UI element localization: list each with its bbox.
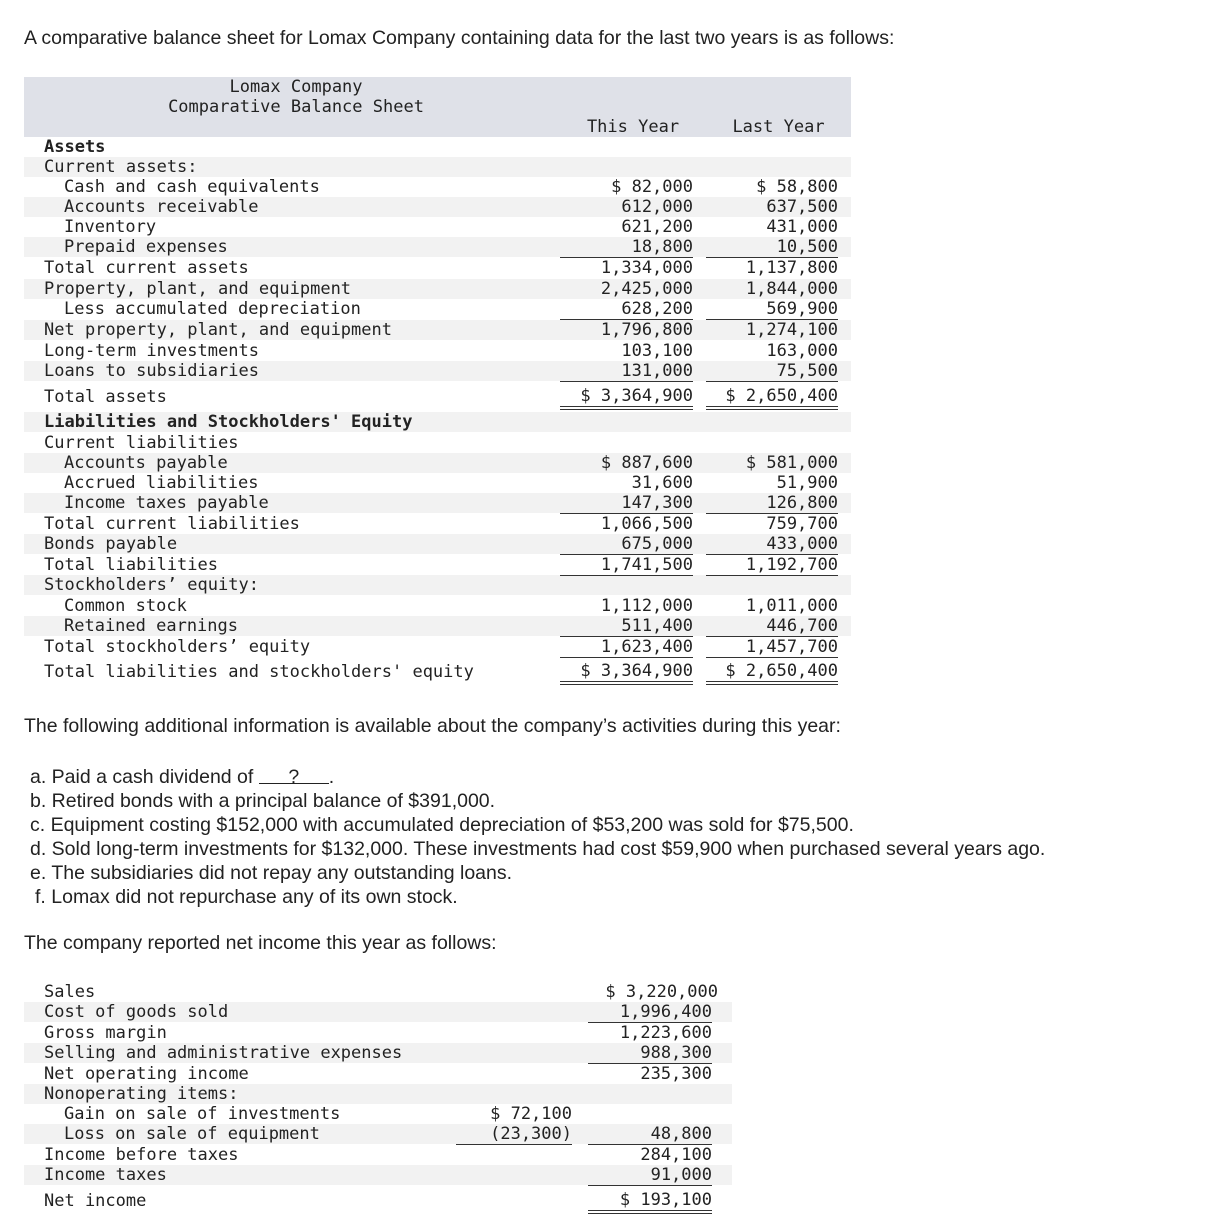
intro-text: A comparative balance sheet for Lomax Company containing data for the last two years is as follows: bbox=[24, 27, 895, 49]
row-label: Property, plant, and equipment bbox=[44, 279, 352, 299]
additional-info-intro: The following additional information is available about the company’s activities during this year: bbox=[24, 715, 841, 737]
this-year-value: 1,066,500 bbox=[600, 514, 693, 534]
last-year-value: 10,500 bbox=[706, 237, 838, 258]
this-year-value: 675,000 bbox=[560, 534, 693, 555]
last-year-value: 1,137,800 bbox=[745, 258, 838, 278]
row-label: Total liabilities and stockholders' equity bbox=[44, 662, 474, 682]
nonop-amount: (23,300) bbox=[456, 1124, 572, 1145]
col-header-this-year: This Year bbox=[586, 117, 680, 137]
last-year-value: $ 58,800 bbox=[756, 177, 838, 197]
last-year-value: 1,844,000 bbox=[745, 279, 838, 299]
this-year-value: 1,741,500 bbox=[560, 555, 693, 576]
current-assets-heading: Current assets: bbox=[44, 157, 198, 177]
row-label: Accrued liabilities bbox=[64, 473, 259, 493]
item-e: e. The subsidiaries did not repay any outstanding loans. bbox=[30, 862, 513, 884]
row-label: Net property, plant, and equipment bbox=[44, 320, 392, 340]
row-label: Current liabilities bbox=[44, 433, 239, 453]
income-label: Gain on sale of investments bbox=[64, 1104, 341, 1124]
income-amount: 48,800 bbox=[588, 1124, 712, 1145]
item-a-suffix: . bbox=[328, 766, 335, 788]
last-year-value: 1,011,000 bbox=[745, 596, 838, 616]
this-year-value: 103,100 bbox=[621, 341, 693, 361]
last-year-value: $ 2,650,400 bbox=[706, 661, 838, 685]
income-amount: $ 3,220,000 bbox=[605, 982, 718, 1002]
answer-blank[interactable]: ? bbox=[259, 765, 329, 784]
row-label: Loans to subsidiaries bbox=[44, 361, 259, 381]
income-amount: 1,996,400 bbox=[588, 1002, 712, 1023]
row-label: Stockholders’ equity: bbox=[44, 575, 259, 595]
row-label: Common stock bbox=[64, 596, 187, 616]
this-year-value: $ 82,000 bbox=[611, 177, 693, 197]
last-year-value: 637,500 bbox=[766, 197, 838, 217]
last-year-value: 759,700 bbox=[766, 514, 838, 534]
row-label: Inventory bbox=[64, 217, 157, 237]
this-year-value: 1,623,400 bbox=[560, 637, 693, 658]
last-year-value: 126,800 bbox=[706, 493, 838, 514]
assets-heading: Assets bbox=[44, 137, 106, 157]
income-label: Loss on sale of equipment bbox=[64, 1124, 320, 1144]
this-year-value: 612,000 bbox=[621, 197, 693, 217]
income-amount: 988,300 bbox=[588, 1043, 712, 1064]
row-label: Total liabilities bbox=[44, 555, 218, 575]
income-label: Cost of goods sold bbox=[44, 1002, 229, 1022]
row-label: Total stockholders’ equity bbox=[44, 637, 311, 657]
row-label: Total current assets bbox=[44, 258, 249, 278]
net-income-amount: $ 193,100 bbox=[588, 1190, 712, 1214]
row-label: Total current liabilities bbox=[44, 514, 300, 534]
item-c: c. Equipment costing $152,000 with accumulated depreciation of $53,200 was sold for $75,500. bbox=[30, 814, 854, 836]
item-f: f. Lomax did not repurchase any of its own stock. bbox=[35, 886, 458, 908]
income-amount: 91,000 bbox=[588, 1165, 712, 1186]
row-label: Long-term investments bbox=[44, 341, 259, 361]
this-year-value: $ 887,600 bbox=[600, 453, 693, 473]
last-year-value: 1,457,700 bbox=[706, 637, 838, 658]
nonop-amount: $ 72,100 bbox=[490, 1104, 572, 1124]
last-year-value: 431,000 bbox=[766, 217, 838, 237]
last-year-value: 163,000 bbox=[766, 341, 838, 361]
this-year-value: 511,400 bbox=[560, 616, 693, 637]
item-a bbox=[30, 765, 334, 789]
row-label: Accounts payable bbox=[64, 453, 228, 473]
income-amount: 235,300 bbox=[640, 1064, 712, 1084]
row-label: Accounts receivable bbox=[64, 197, 259, 217]
row-label: Total assets bbox=[44, 387, 167, 407]
this-year-value: 18,800 bbox=[560, 237, 693, 258]
item-a-prefix: a. Paid a cash dividend of bbox=[30, 766, 254, 788]
this-year-value: 31,600 bbox=[631, 473, 693, 493]
row-label: Prepaid expenses bbox=[64, 237, 228, 257]
last-year-value: 569,900 bbox=[706, 299, 838, 320]
last-year-value: 446,700 bbox=[706, 616, 838, 637]
last-year-value: 51,900 bbox=[776, 473, 838, 493]
income-amount: 1,223,600 bbox=[619, 1023, 712, 1043]
row-label: Cash and cash equivalents bbox=[64, 177, 320, 197]
this-year-value: 1,112,000 bbox=[600, 596, 693, 616]
this-year-value: $ 3,364,900 bbox=[560, 661, 693, 685]
last-year-value: $ 2,650,400 bbox=[706, 386, 838, 410]
this-year-value: 1,796,800 bbox=[600, 320, 693, 340]
col-header-last-year: Last Year bbox=[732, 117, 825, 137]
row-label: Income taxes payable bbox=[64, 493, 269, 513]
last-year-value: 1,192,700 bbox=[706, 555, 838, 576]
income-intro: The company reported net income this year as follows: bbox=[24, 932, 497, 954]
income-label: Income taxes bbox=[44, 1165, 167, 1185]
income-label: Gross margin bbox=[44, 1023, 167, 1043]
row-label: Retained earnings bbox=[64, 616, 238, 636]
income-label: Selling and administrative expenses bbox=[44, 1043, 403, 1063]
this-year-value: 621,200 bbox=[621, 217, 693, 237]
liabilities-heading: Liabilities and Stockholders' Equity bbox=[44, 412, 413, 432]
company-name: Lomax Company bbox=[229, 77, 363, 97]
income-label: Net income bbox=[44, 1191, 147, 1211]
row-label: Less accumulated depreciation bbox=[64, 299, 361, 319]
last-year-value: $ 581,000 bbox=[745, 453, 838, 473]
last-year-value: 433,000 bbox=[706, 534, 838, 555]
income-label: Sales bbox=[44, 982, 96, 1002]
income-label: Net operating income bbox=[44, 1064, 249, 1084]
last-year-value: 1,274,100 bbox=[745, 320, 838, 340]
this-year-value: $ 3,364,900 bbox=[560, 386, 693, 410]
this-year-value: 131,000 bbox=[560, 361, 693, 382]
this-year-value: 147,300 bbox=[560, 493, 693, 514]
this-year-value: 1,334,000 bbox=[600, 258, 693, 278]
row-label: Bonds payable bbox=[44, 534, 178, 554]
this-year-value: 628,200 bbox=[560, 299, 693, 320]
this-year-value: 2,425,000 bbox=[600, 279, 693, 299]
item-d: d. Sold long-term investments for $132,000. These investments had cost $59,900 when purchased several years ago. bbox=[30, 838, 1046, 860]
item-b: b. Retired bonds with a principal balance of $391,000. bbox=[30, 790, 496, 812]
last-year-value: 75,500 bbox=[706, 361, 838, 382]
income-label: Nonoperating items: bbox=[44, 1084, 239, 1104]
income-amount: 284,100 bbox=[640, 1145, 712, 1165]
sheet-title: Comparative Balance Sheet bbox=[168, 97, 424, 117]
income-label: Income before taxes bbox=[44, 1145, 239, 1165]
